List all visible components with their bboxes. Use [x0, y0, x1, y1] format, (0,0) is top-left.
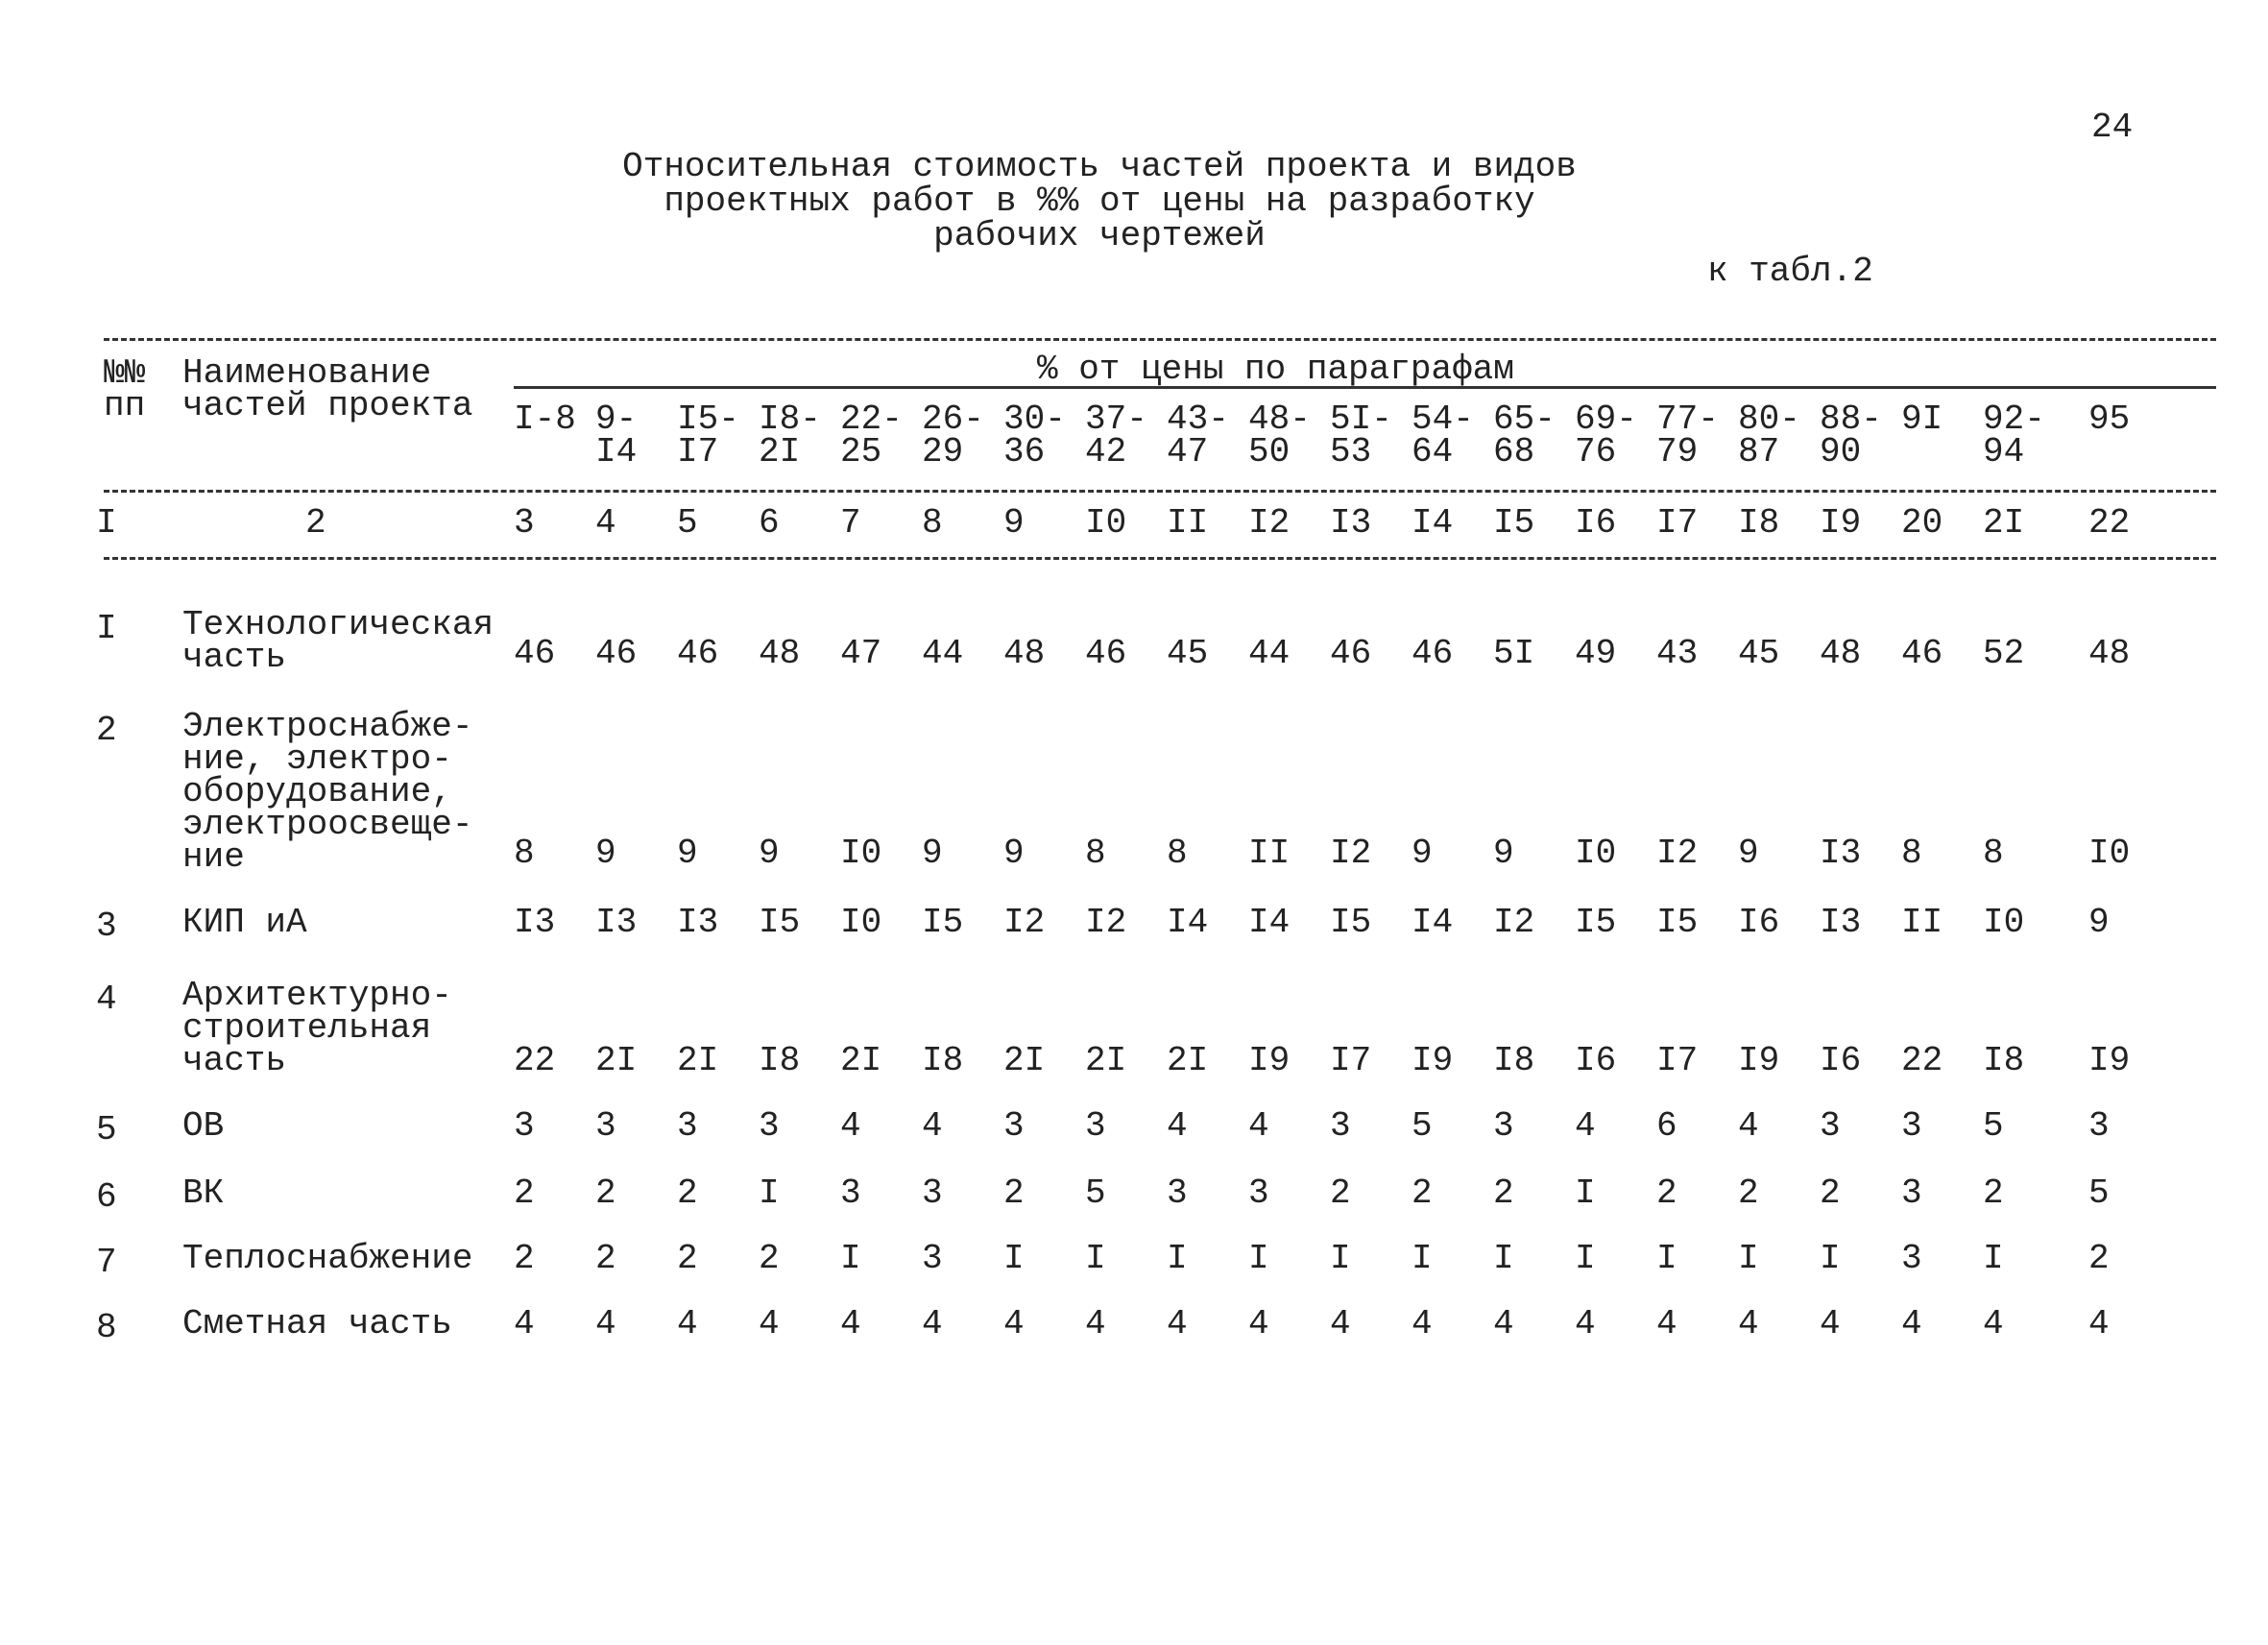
table-cell: I0: [840, 903, 882, 942]
table-cell: 4: [2088, 1304, 2110, 1343]
table-cell: I: [1167, 1239, 1188, 1278]
column-header: [595, 399, 638, 472]
table-cell: I7: [1330, 1041, 1372, 1080]
table-cell: 4: [759, 1304, 780, 1343]
column-header: [1575, 399, 1637, 472]
table-cell: 52: [1983, 634, 2025, 673]
table-cell: I: [1656, 1239, 1677, 1278]
row-name-line: ние: [182, 837, 245, 877]
column-header: [514, 399, 576, 439]
table-cell: 4: [677, 1304, 698, 1343]
column-header-line-1: 95: [2088, 399, 2131, 439]
table-cell: 3: [1167, 1173, 1188, 1213]
table-cell: I9: [1248, 1041, 1291, 1080]
table-cell: 8: [514, 834, 535, 873]
table-cell: 3: [840, 1173, 861, 1213]
table-cell: 9: [677, 834, 698, 873]
row-name: [182, 976, 452, 1080]
index-cell: I6: [1575, 503, 1617, 543]
table-cell: I: [1575, 1173, 1596, 1213]
row-number: 8: [96, 1308, 117, 1347]
table-cell: 2I: [677, 1041, 719, 1080]
index-cell: 20: [1901, 503, 1943, 543]
table-cell: I: [1738, 1239, 1759, 1278]
page-number: 24: [2091, 108, 2134, 147]
table-cell: I0: [1983, 903, 2025, 942]
table-cell: I4: [1167, 903, 1209, 942]
table-cell: 2: [677, 1239, 698, 1278]
column-header-line-1: 80-: [1738, 399, 1800, 439]
table-cell: 2: [1493, 1173, 1514, 1213]
index-cell: 3: [514, 503, 535, 543]
table-cell: 5: [1085, 1173, 1106, 1213]
table-cell: 45: [1738, 634, 1780, 673]
table-cell: 2: [1820, 1173, 1841, 1213]
column-header-line-2: 25: [840, 432, 882, 472]
column-header-line-2: 53: [1330, 432, 1372, 472]
table-cell: 9: [1738, 834, 1759, 873]
column-header: [922, 399, 984, 472]
column-header-line-1: 22-: [840, 399, 903, 439]
table-cell: I2: [1493, 903, 1535, 942]
column-header-line-1: 65-: [1493, 399, 1556, 439]
table-cell: 44: [922, 634, 964, 673]
table-cell: 3: [922, 1173, 943, 1213]
table-cell: 4: [1738, 1304, 1759, 1343]
row-name-line: Архитектурно-: [182, 976, 452, 1015]
table-cell: 46: [1085, 634, 1127, 673]
index-cell: I8: [1738, 503, 1780, 543]
table-cell: 48: [1820, 634, 1862, 673]
table-cell: 3: [2088, 1106, 2110, 1146]
column-header: [2088, 399, 2131, 439]
table-cell: 5: [1983, 1106, 2004, 1146]
table-cell: I: [1085, 1239, 1106, 1278]
row-name: [182, 707, 473, 877]
index-cell: 8: [922, 503, 943, 543]
row-name-line: электроосвеще-: [182, 805, 473, 844]
table-cell: 3: [1901, 1239, 1922, 1278]
column-header-line-1: 9I: [1901, 399, 1943, 439]
header-bottom-rule: [104, 490, 2216, 493]
row-name-line: ОВ: [182, 1106, 225, 1146]
group-header: % от цены по параграфам: [1037, 350, 1514, 389]
table-cell: I3: [1820, 903, 1862, 942]
column-header-line-1: I5-: [677, 399, 739, 439]
table-cell: 4: [595, 1304, 616, 1343]
table-cell: 2I: [595, 1041, 638, 1080]
table-cell: 2I: [1085, 1041, 1127, 1080]
table-cell: I6: [1575, 1041, 1617, 1080]
column-header-line-1: 88-: [1820, 399, 1882, 439]
column-header-line-1: 30-: [1003, 399, 1066, 439]
table-cell: 2: [514, 1239, 535, 1278]
table-cell: I6: [1738, 903, 1780, 942]
column-header-line-1: 26-: [922, 399, 984, 439]
column-header: [1003, 399, 1066, 472]
table-cell: I5: [922, 903, 964, 942]
table-cell: 3: [595, 1106, 616, 1146]
column-header-line-1: 37-: [1085, 399, 1147, 439]
row-name-line: часть: [182, 638, 287, 677]
table-cell: 9: [1003, 834, 1025, 873]
table-cell: 2: [2088, 1239, 2110, 1278]
row-number: 5: [96, 1110, 117, 1149]
table-cell: 3: [1493, 1106, 1514, 1146]
table-cell: 9: [922, 834, 943, 873]
table-cell: I3: [595, 903, 638, 942]
table-cell: 3: [1003, 1106, 1025, 1146]
table-cell: 3: [1248, 1173, 1269, 1213]
column-header-line-1: 48-: [1248, 399, 1311, 439]
title-line-2: проектных работ в %% от цены на разработку: [664, 181, 1535, 221]
table-cell: 4: [1248, 1304, 1269, 1343]
column-header-line-2: 36: [1003, 432, 1046, 472]
name-header: Наименование частей проекта: [182, 353, 473, 425]
table-cell: 43: [1656, 634, 1699, 673]
column-header-line-2: 68: [1493, 432, 1535, 472]
table-cell: 6: [1656, 1106, 1677, 1146]
table-cell: I8: [759, 1041, 801, 1080]
table-cell: 4: [1575, 1304, 1596, 1343]
row-number: 6: [96, 1177, 117, 1217]
row-name-line: оборудование,: [182, 772, 452, 811]
table-cell: 9: [595, 834, 616, 873]
table-cell: 4: [1167, 1304, 1188, 1343]
table-cell: 46: [677, 634, 719, 673]
index-cell: I9: [1820, 503, 1862, 543]
table-cell: 9: [1493, 834, 1514, 873]
table-top-rule: [104, 338, 2216, 341]
index-cell: I0: [1085, 503, 1127, 543]
table-cell: 2I: [1003, 1041, 1046, 1080]
column-header-line-2: 42: [1085, 432, 1127, 472]
title-line-1: Относительная стоимость частей проекта и видов: [622, 147, 1577, 186]
table-cell: 47: [840, 634, 882, 673]
table-cell: I: [1493, 1239, 1514, 1278]
table-cell: 4: [922, 1304, 943, 1343]
table-cell: 46: [1330, 634, 1372, 673]
table-cell: I4: [1411, 903, 1454, 942]
table-cell: I6: [1820, 1041, 1862, 1080]
table-cell: 4: [1085, 1304, 1106, 1343]
index-cell: 4: [595, 503, 616, 543]
table-cell: I2: [1085, 903, 1127, 942]
table-cell: I2: [1003, 903, 1046, 942]
table-cell: 8: [1167, 834, 1188, 873]
table-cell: 46: [1901, 634, 1943, 673]
index-cell: 22: [2088, 503, 2131, 543]
table-cell: 48: [2088, 634, 2131, 673]
row-name: [182, 1239, 473, 1278]
table-cell: 4: [1738, 1106, 1759, 1146]
column-header-line-1: 77-: [1656, 399, 1719, 439]
column-header-line-2: 90: [1820, 432, 1862, 472]
column-header: [759, 399, 821, 472]
table-cell: 4: [514, 1304, 535, 1343]
table-cell: 5: [2088, 1173, 2110, 1213]
table-cell: 46: [514, 634, 556, 673]
table-cell: 8: [1901, 834, 1922, 873]
table-cell: 9: [1411, 834, 1433, 873]
table-cell: I9: [1738, 1041, 1780, 1080]
row-name: [182, 1173, 225, 1213]
column-header-line-1: 92-: [1983, 399, 2045, 439]
column-header-line-1: I-8: [514, 399, 576, 439]
table-cell: 48: [1003, 634, 1046, 673]
table-cell: 3: [677, 1106, 698, 1146]
column-header: [1901, 399, 1943, 439]
row-name-line: часть: [182, 1041, 287, 1080]
column-header: [1820, 399, 1882, 472]
table-cell: I8: [922, 1041, 964, 1080]
index-cell: I: [96, 503, 117, 543]
column-header-line-2: 29: [922, 432, 964, 472]
table-cell: I0: [2088, 834, 2131, 873]
table-cell: 9: [2088, 903, 2110, 942]
table-cell: 3: [1901, 1173, 1922, 1213]
column-header-line-2: 76: [1575, 432, 1617, 472]
column-header-line-2: 94: [1983, 432, 2025, 472]
table-cell: I: [1330, 1239, 1351, 1278]
index-cell: I5: [1493, 503, 1535, 543]
column-header-line-1: 9-: [595, 399, 638, 439]
table-cell: I8: [1983, 1041, 2025, 1080]
table-cell: 4: [1983, 1304, 2004, 1343]
index-cell: 6: [759, 503, 780, 543]
table-cell: 2: [1738, 1173, 1759, 1213]
table-cell: 8: [1983, 834, 2004, 873]
row-name-line: ВК: [182, 1173, 225, 1213]
table-cell: 2: [1330, 1173, 1351, 1213]
table-cell: I0: [1575, 834, 1617, 873]
table-cell: I8: [1493, 1041, 1535, 1080]
column-header-line-1: I8-: [759, 399, 821, 439]
row-name-line: Технологическая: [182, 605, 495, 644]
column-header: [1656, 399, 1719, 472]
table-cell: 4: [1411, 1304, 1433, 1343]
table-cell: 4: [1493, 1304, 1514, 1343]
table-cell: 46: [595, 634, 638, 673]
column-header: [1085, 399, 1147, 472]
index-cell: 9: [1003, 503, 1025, 543]
table-cell: 46: [1411, 634, 1454, 673]
column-header-line-2: 87: [1738, 432, 1780, 472]
table-cell: 3: [1330, 1106, 1351, 1146]
table-cell: 4: [840, 1304, 861, 1343]
table-cell: 4: [1003, 1304, 1025, 1343]
column-header: [1248, 399, 1311, 472]
title-line-3: рабочих чертежей: [933, 216, 1266, 255]
table-cell: 2: [1656, 1173, 1677, 1213]
table-cell: 3: [1085, 1106, 1106, 1146]
table-cell: 22: [1901, 1041, 1943, 1080]
table-cell: I4: [1248, 903, 1291, 942]
table-cell: I3: [677, 903, 719, 942]
column-header-line-2: I7: [677, 432, 719, 472]
table-cell: 2: [677, 1173, 698, 1213]
table-cell: I: [1575, 1239, 1596, 1278]
table-cell: I: [1820, 1239, 1841, 1278]
index-cell: 5: [677, 503, 698, 543]
index-cell: I7: [1656, 503, 1699, 543]
index-cell: I3: [1330, 503, 1372, 543]
column-header-line-2: 50: [1248, 432, 1291, 472]
table-cell: 45: [1167, 634, 1209, 673]
row-name: [182, 1106, 225, 1146]
table-cell: I: [1411, 1239, 1433, 1278]
row-name: [182, 605, 495, 677]
table-cell: 4: [1656, 1304, 1677, 1343]
table-cell: I3: [514, 903, 556, 942]
index-row-rule: [104, 557, 2216, 560]
column-header: [1330, 399, 1392, 472]
table-cell: 4: [1575, 1106, 1596, 1146]
column-header: [840, 399, 903, 472]
table-cell: 8: [1085, 834, 1106, 873]
table-cell: 2I: [1167, 1041, 1209, 1080]
table-cell: 3: [759, 1106, 780, 1146]
row-number: 7: [96, 1243, 117, 1282]
index-cell: 2I: [1983, 503, 2025, 543]
table-cell: 2: [514, 1173, 535, 1213]
table-cell: 5: [1411, 1106, 1433, 1146]
column-header: [1983, 399, 2045, 472]
row-number: 2: [96, 711, 117, 750]
column-header-line-1: 69-: [1575, 399, 1637, 439]
table-cell: I3: [1820, 834, 1862, 873]
table-cell: 2I: [840, 1041, 882, 1080]
index-cell: 2: [305, 503, 326, 543]
table-cell: 5I: [1493, 634, 1535, 673]
table-cell: I: [1983, 1239, 2004, 1278]
table-cell: 2: [595, 1173, 616, 1213]
column-header: [677, 399, 739, 472]
row-name: [182, 1304, 452, 1343]
row-name-line: КИП иА: [182, 903, 307, 942]
index-cell: 7: [840, 503, 861, 543]
table-cell: 44: [1248, 634, 1291, 673]
row-number: 4: [96, 980, 117, 1019]
table-cell: I9: [2088, 1041, 2131, 1080]
row-name-line: Теплоснабжение: [182, 1239, 473, 1278]
column-header-line-2: I4: [595, 432, 638, 472]
index-cell: I4: [1411, 503, 1454, 543]
table-cell: 48: [759, 634, 801, 673]
table-cell: I2: [1330, 834, 1372, 873]
column-header: [1738, 399, 1800, 472]
row-number: I: [96, 609, 117, 648]
row-name-line: Электроснабже-: [182, 707, 473, 746]
num-header: №№ пп: [104, 353, 146, 425]
column-header: [1411, 399, 1474, 472]
table-cell: I0: [840, 834, 882, 873]
table-cell: I2: [1656, 834, 1699, 873]
page-title: [519, 147, 1680, 255]
table-cell: 3: [922, 1239, 943, 1278]
column-header-line-1: 43-: [1167, 399, 1229, 439]
table-cell: I5: [759, 903, 801, 942]
row-number: 3: [96, 907, 117, 946]
index-cell: I2: [1248, 503, 1291, 543]
table-cell: 4: [840, 1106, 861, 1146]
table-cell: 4: [1820, 1304, 1841, 1343]
table-cell: II: [1901, 903, 1943, 942]
table-cell: 9: [759, 834, 780, 873]
table-cell: I: [840, 1239, 861, 1278]
table-cell: I: [1248, 1239, 1269, 1278]
table-cell: I7: [1656, 1041, 1699, 1080]
table-reference: к табл.2: [1707, 252, 1873, 291]
table-cell: I5: [1575, 903, 1617, 942]
index-cell: II: [1167, 503, 1209, 543]
table-cell: 4: [1167, 1106, 1188, 1146]
column-header: [1167, 399, 1229, 472]
row-name-line: строительная: [182, 1008, 432, 1048]
column-header-line-2: 64: [1411, 432, 1454, 472]
table-cell: 2: [595, 1239, 616, 1278]
row-name: [182, 903, 307, 942]
table-cell: 4: [922, 1106, 943, 1146]
column-header-line-2: 2I: [759, 432, 801, 472]
table-cell: 49: [1575, 634, 1617, 673]
table-cell: 2: [1983, 1173, 2004, 1213]
column-header: [1493, 399, 1556, 472]
table-cell: 2: [1411, 1173, 1433, 1213]
table-cell: I: [759, 1173, 780, 1213]
table-cell: 2: [1003, 1173, 1025, 1213]
table-cell: 4: [1901, 1304, 1922, 1343]
table-cell: I5: [1330, 903, 1372, 942]
row-name-line: Сметная часть: [182, 1304, 452, 1343]
table-cell: 4: [1248, 1106, 1269, 1146]
table-cell: I9: [1411, 1041, 1454, 1080]
column-header-line-1: 5I-: [1330, 399, 1392, 439]
table-cell: 2: [759, 1239, 780, 1278]
table-cell: II: [1248, 834, 1291, 873]
table-cell: I5: [1656, 903, 1699, 942]
table-cell: 3: [514, 1106, 535, 1146]
row-name-line: ние, электро-: [182, 739, 452, 779]
table-cell: 3: [1901, 1106, 1922, 1146]
column-header-line-2: 47: [1167, 432, 1209, 472]
table-cell: 3: [1820, 1106, 1841, 1146]
column-header-line-2: 79: [1656, 432, 1699, 472]
table-cell: 22: [514, 1041, 556, 1080]
column-header-line-1: 54-: [1411, 399, 1474, 439]
table-cell: I: [1003, 1239, 1025, 1278]
table-cell: 4: [1330, 1304, 1351, 1343]
